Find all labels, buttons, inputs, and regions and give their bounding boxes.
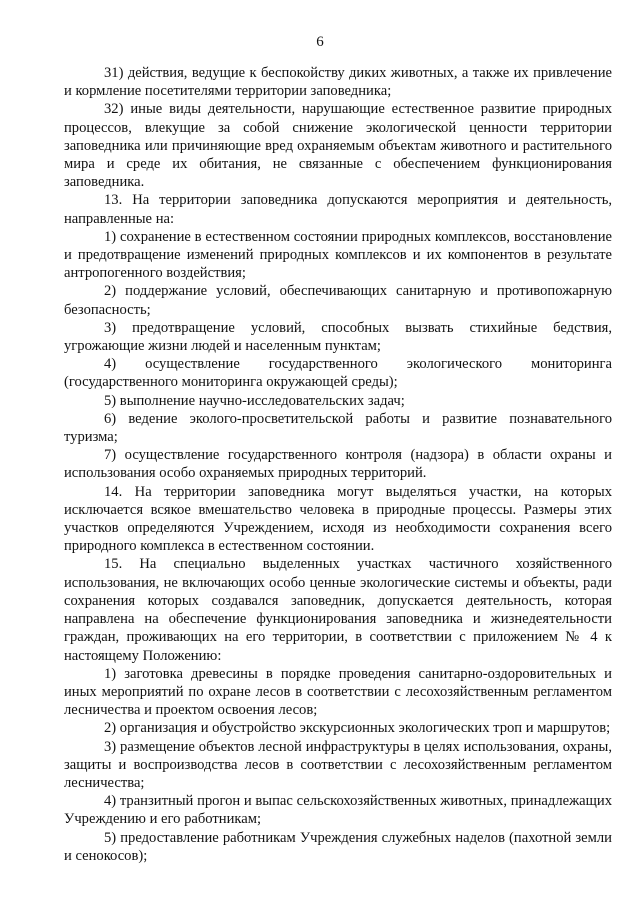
section-15-item-5: 5) предоставление работникам Учреждения служебных наделов (пахотной земли и сенокосов);: [64, 829, 612, 864]
section-13-item-7: 7) осуществление государственного контроля (надзора) в области охраны и использования особо охраняемых природных территорий.: [64, 447, 612, 482]
page-number: 6: [316, 34, 324, 50]
section-15-paragraph: 15. На специально выделенных участках частичного хозяйственного использования, не включающих особо ценные экологические системы и объекты, ради сохранения которых создавался заповедник, допускается деятельность, которая направлена на обеспечение функционирования заповедника и жизнедеятельности граждан, проживающих на его территории, в соответствии с приложением № 4 к настоящему Положению:: [64, 556, 612, 664]
section-13-item-5: 5) выполнение научно-исследовательских задач;: [104, 392, 405, 409]
section-13-item-4: 4) осуществление государственного экологического мониторинга (государственного мониторинга окружающей среды);: [64, 356, 612, 391]
section-15-item-2: 2) организация и обустройство экскурсионных экологических троп и маршрутов;: [104, 720, 611, 737]
section-13-item-6: 6) ведение эколого-просветительской работы и развитие познавательного туризма;: [64, 410, 612, 446]
section-13-paragraph: 13. На территории заповедника допускаются мероприятия и деятельность, направленные на:: [64, 192, 612, 227]
section-13-item-2: 2) поддержание условий, обеспечивающих санитарную и противопожарную безопасность;: [64, 283, 612, 318]
document-body: [64, 64, 612, 865]
section-15-item-4: 4) транзитный прогон и выпас сельскохозяйственных животных, принадлежащих Учреждению и его работникам;: [64, 793, 612, 828]
section-15-item-1: 1) заготовка древесины в порядке проведения санитарно-оздоровительных и иных мероприятий по охране лесов в соответствии с лесохозяйственным регламентом лесничества и проектом освоения лесов;: [64, 665, 612, 719]
section-15-item-3: 3) размещение объектов лесной инфраструктуры в целях использования, охраны, защиты и воспроизводства лесов в соответствии с лесохозяйственным регламентом лесничества;: [64, 738, 612, 791]
item-31-paragraph: 31) действия, ведущие к беспокойству диких животных, а также их привлечение и кормление посетителями территории заповедника;: [64, 65, 612, 100]
section-13-item-3: 3) предотвращение условий, способных вызвать стихийные бедствия, угрожающие жизни людей и населенным пунктам;: [64, 319, 612, 355]
section-14-paragraph: 14. На территории заповедника могут выделяться участки, на которых исключается всякое вмешательство человека в природные процессы. Размеры этих участков определяются Учреждением, исходя из необходимости сохранения всего природного комплекса в естественном состоянии.: [64, 483, 612, 555]
item-32-paragraph: 32) иные виды деятельности, нарушающие естественное развитие природных процессов, влекущие за собой снижение экологической ценности территории заповедника или причиняющие вред охраняемым объектам животного и растительного мира и среде их обитания, не связанные с обеспечением функционирования заповедника.: [64, 101, 612, 191]
section-13-item-1: 1) сохранение в естественном состоянии природных комплексов, восстановление и предотвращение изменений природных комплексов и их компонентов в результате антропогенного воздействия;: [64, 228, 612, 282]
